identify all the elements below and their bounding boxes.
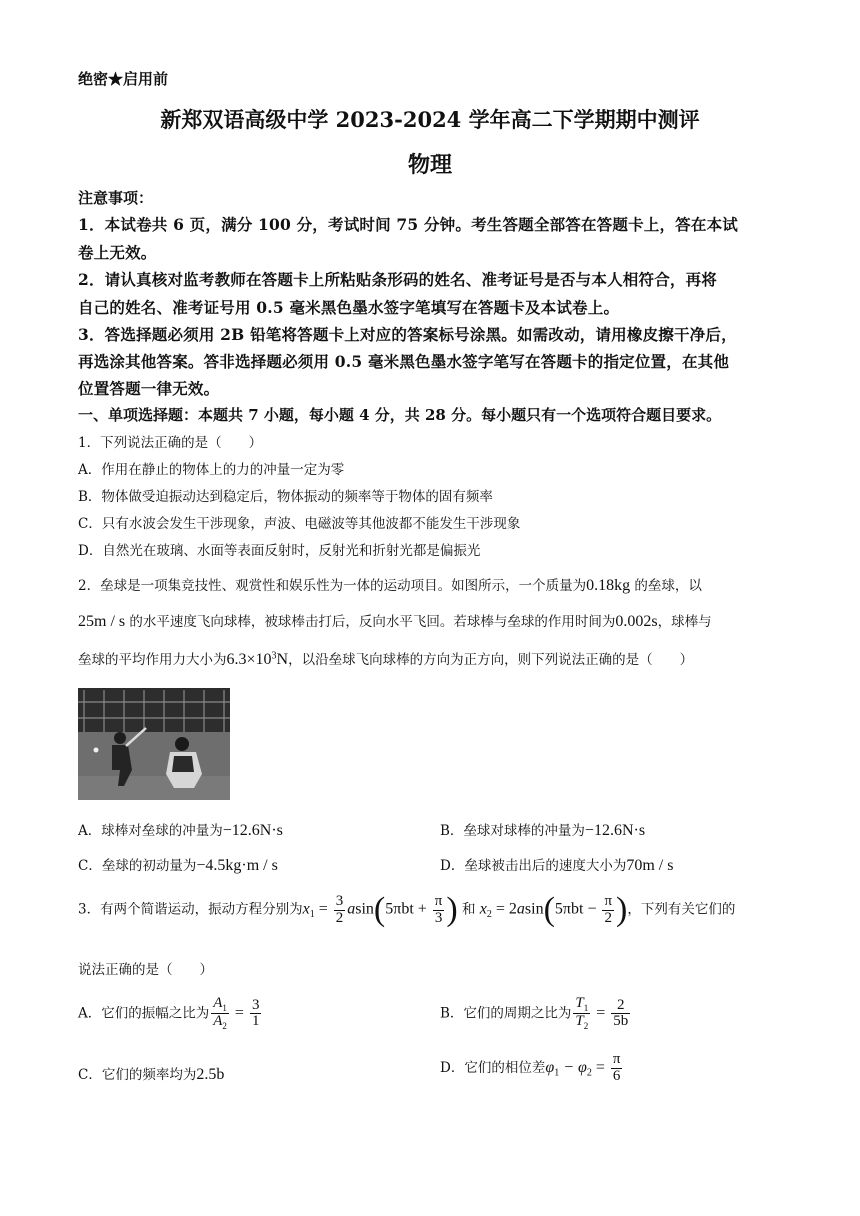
- q1-option-d: D．自然光在玻璃、水面等表面反射时，反射光和折射光都是偏振光: [78, 543, 481, 559]
- q1-stem: 1．下列说法正确的是（ ）: [78, 435, 263, 451]
- q2-text: ，球棒与: [657, 614, 712, 630]
- q2-stem-line-1: [78, 574, 702, 595]
- q3-x1: x: [302, 900, 310, 918]
- q3-frac-num: π: [604, 892, 613, 909]
- baseball-photo: [78, 688, 230, 800]
- q3-b-num-sub: 1: [583, 1003, 589, 1013]
- q2-text: 2．垒球是一项集竞技性、观赏性和娱乐性为一体的运动项目。如图所示，一个质量为: [78, 578, 587, 594]
- q3-d-eq: =: [591, 1058, 609, 1076]
- q3-option-c-value: 2.5b: [196, 1066, 225, 1083]
- q3-a-den-sym: A: [213, 1013, 223, 1030]
- q3-paren-close: ): [446, 891, 458, 928]
- q2-option-b-value: −12.6N·s: [584, 822, 646, 839]
- q3-stem-line-1: [78, 893, 735, 927]
- q3-text: 3．有两个简谐运动，振动方程分别为: [78, 901, 303, 918]
- q3-x2-sub: 2: [486, 909, 492, 921]
- q3-fraction-3-2: [334, 894, 346, 927]
- q3-option-b-label: B．它们的周期之比为: [440, 1005, 572, 1022]
- q2-option-c-value: −4.5kg·m / s: [196, 857, 278, 874]
- q3-option-a-label: A．它们的振幅之比为: [78, 1005, 210, 1022]
- q2-stem-line-3: [78, 648, 693, 669]
- q3-d-phi1: φ: [545, 1058, 555, 1076]
- notice-line-1a: 1．本试卷共 6 页，满分 100 分，考试时间 75 分钟。考生答题全部答在答题卡上，答在本试: [78, 215, 738, 234]
- q2-option-a: [78, 819, 283, 840]
- q2-text: 垒球的平均作用力大小为: [78, 652, 227, 668]
- q3-paren-open: (: [543, 891, 555, 928]
- q3-d-phi1-sub: 1: [554, 1067, 560, 1079]
- q3-b-eq: =: [592, 1004, 610, 1022]
- q2-force-unit: N: [276, 651, 289, 668]
- q3-amp: a: [516, 900, 525, 918]
- q3-d-phi2-sub: 2: [586, 1067, 592, 1079]
- section-heading: 一、单项选择题：本题共 7 小题，每小题 4 分，共 28 分。每小题只有一个选项符合题目要求。: [78, 406, 722, 424]
- q3-a-value: [250, 998, 262, 1031]
- q3-sin: sin: [524, 900, 544, 918]
- q3-option-d-label: D．它们的相位差: [440, 1059, 546, 1076]
- q3-b-den-sub: 2: [583, 1021, 589, 1032]
- q3-a-den: [211, 1014, 229, 1031]
- q1-option-a: A．作用在静止的物体上的力的冲量一定为零: [78, 462, 345, 478]
- q3-frac-den: 3: [434, 909, 443, 926]
- q3-arg1: 5πbt +: [385, 900, 431, 918]
- q3-a-eq: =: [230, 1004, 248, 1022]
- q3-frac-num: 3: [335, 892, 344, 909]
- q3-a-rnum: 3: [251, 996, 260, 1013]
- q2-speed: 25m / s: [78, 613, 126, 630]
- q3-b-ratio: [573, 996, 590, 1032]
- q3-option-a: [78, 996, 263, 1032]
- q2-text: 的水平速度飞向球棒，被球棒击打后，反向水平飞回。若球棒与垒球的作用时间为: [125, 614, 616, 630]
- q3-a-num: [211, 996, 229, 1014]
- q2-option-c: [78, 854, 278, 875]
- notice-line-3a: 3．答选择题必须用 2B 铅笔将答题卡上对应的答案标号涂黑。如需改动，请用橡皮擦干净后，: [78, 325, 737, 344]
- q2-option-d-label: D．垒球被击出后的速度大小为: [440, 858, 627, 874]
- q3-a-rden: 1: [251, 1013, 260, 1030]
- q2-option-a-label: A．球棒对垒球的冲量为: [78, 823, 223, 839]
- q3-a-ratio: [211, 996, 229, 1032]
- q3-fraction-pi-2: [602, 894, 614, 927]
- q2-option-d-value: 70m / s: [626, 857, 674, 874]
- q2-option-b: [440, 819, 645, 840]
- notice-line-1b: 卷上无效。: [78, 243, 157, 262]
- notice-line-2b: 自己的姓名、准考证号用 0.5 毫米黑色墨水签字笔填写在答题卡及本试卷上。: [78, 298, 620, 317]
- q3-frac-num: π: [434, 892, 443, 909]
- notice-heading: 注意事项：: [78, 189, 154, 207]
- q2-mass: 0.18kg: [586, 577, 631, 594]
- q2-option-c-label: C．垒球的初动量为: [78, 858, 197, 874]
- q3-eq2: = 2: [491, 900, 517, 918]
- q3-stem-line-2: 说法正确的是（ ）: [78, 962, 213, 978]
- q1-option-c: C．只有水波会发生干涉现象，声波、电磁波等其他波都不能发生干涉现象: [78, 516, 521, 532]
- q2-time: 0.002s: [615, 613, 658, 630]
- q1-option-b: B．物体做受迫振动达到稳定后，物体振动的频率等于物体的固有频率: [78, 489, 493, 505]
- q3-b-rnum: 2: [611, 998, 630, 1015]
- q2-stem-line-2: [78, 610, 712, 631]
- q3-a-num-sub: 1: [222, 1003, 227, 1013]
- q3-arg2: 5πbt −: [554, 900, 601, 918]
- notice-line-2a: 2．请认真核对监考教师在答题卡上所粘贴条形码的姓名、准考证号是否与本人相符合，再将: [78, 270, 717, 289]
- q2-force: 6.3×10: [226, 651, 272, 668]
- q3-eq: =: [314, 900, 332, 918]
- q3-fraction-pi-3: [433, 894, 445, 927]
- subject-title: 物理: [407, 152, 452, 178]
- q3-option-c-label: C．它们的频率均为: [78, 1067, 197, 1083]
- q3-frac-den: 2: [604, 909, 612, 926]
- q3-a-num-sym: A: [213, 995, 223, 1011]
- notice-line-3b: 再选涂其他答案。答非选择题必须用 0.5 毫米黑色墨水签字笔写在答题卡的指定位置，在其他: [78, 352, 730, 371]
- q3-option-d: [440, 1052, 624, 1085]
- q3-d-value: [611, 1052, 623, 1085]
- q2-force-exp: 3: [271, 650, 277, 662]
- q2-option-d: [440, 854, 673, 875]
- q3-option-c: [78, 1063, 224, 1084]
- q3-d-phi2: − φ: [559, 1058, 587, 1076]
- q3-x1-sub: 1: [309, 909, 315, 921]
- q3-amp: a: [347, 900, 356, 918]
- q3-frac-den: 2: [335, 909, 344, 926]
- q2-option-b-label: B．垒球对球棒的冲量为: [440, 823, 585, 839]
- q3-b-value: [611, 998, 630, 1031]
- q3-b-rden: 5b: [613, 1013, 629, 1030]
- baseball-photo-image: [78, 688, 230, 800]
- q3-b-den-sym: T: [575, 1013, 584, 1030]
- q3-a-den-sub: 2: [222, 1021, 227, 1032]
- notice-line-3c: 位置答题一律无效。: [78, 379, 220, 398]
- q3-b-den: [573, 1014, 590, 1031]
- q3-b-num-sym: T: [575, 995, 584, 1011]
- q3-b-num: [573, 996, 590, 1014]
- q3-paren-close: ): [616, 891, 628, 928]
- confidential-mark: 绝密★启用前: [78, 70, 169, 88]
- q3-paren-open: (: [373, 891, 386, 928]
- q3-d-rnum: π: [612, 1051, 621, 1067]
- q3-text: ，下列有关它们的: [627, 901, 736, 918]
- q2-option-a-value: −12.6N·s: [222, 822, 283, 839]
- q2-text: ，以沿垒球飞向球棒的方向为正方向，则下列说法正确的是（ ）: [288, 652, 694, 668]
- q2-text: 的垒球，以: [630, 578, 702, 594]
- q3-option-b: [440, 996, 632, 1032]
- q3-text: 和: [457, 901, 480, 918]
- q3-d-rden: 6: [612, 1067, 621, 1084]
- q3-x2: x: [479, 900, 487, 918]
- exam-title: 新郑双语高级中学 2023-2024 学年高二下学期期中测评: [160, 107, 700, 132]
- q3-sin: sin: [355, 900, 374, 918]
